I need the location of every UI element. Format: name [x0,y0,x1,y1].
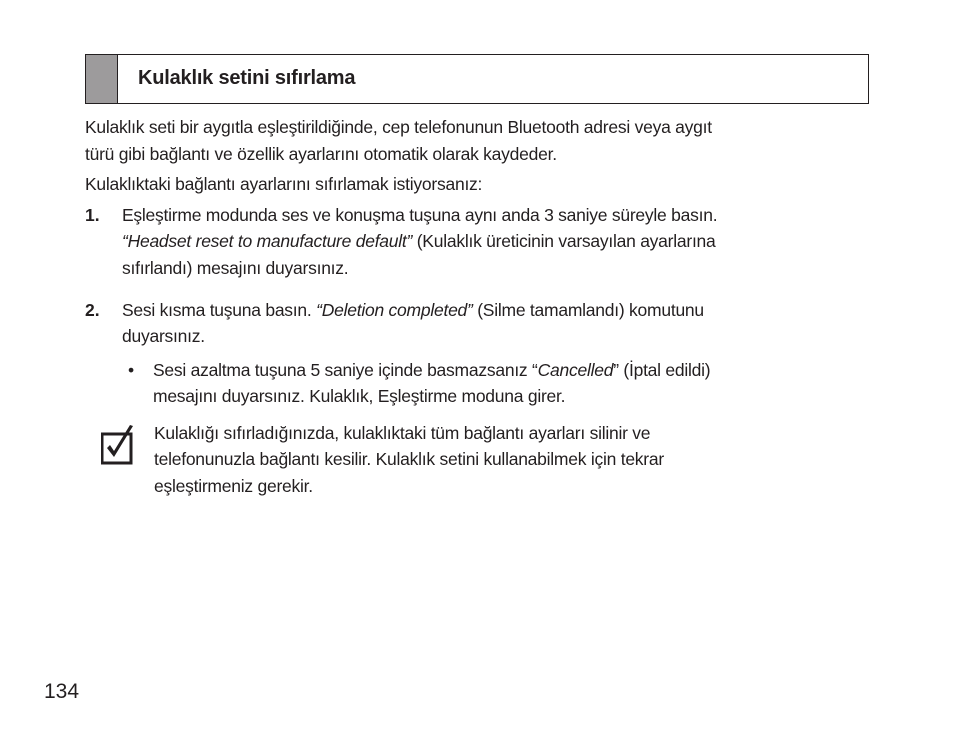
bullet-line-2: mesajını duyarsınız. Kulaklık, Eşleştirme moduna girer. [153,386,566,406]
intro-line-2: türü gibi bağlantı ve özellik ayarlarını otomatik olarak kaydeder. [85,144,557,164]
bullet-line-1 [153,357,710,384]
step-1-line-2-rest: (Kulaklık üreticinin varsayılan ayarlarına [412,231,716,251]
step-2-quote: “Deletion completed” [316,300,473,320]
intro-line-1: Kulaklık seti bir aygıtla eşleştirildiğinde, cep telefonunun Bluetooth adresi veya aygıt [85,117,712,137]
checkbox-check-icon [101,424,135,466]
step-1-number: 1. [85,205,100,225]
step-1-line-3: sıfırlandı) mesajını duyarsınız. [122,258,349,278]
intro-line-3: Kulaklıktaki bağlantı ayarlarını sıfırlamak istiyorsanız: [85,174,483,194]
bullet-line-1-start: Sesi azaltma tuşuna 5 saniye içinde basmazsanız “ [153,360,538,380]
step-1-line-2 [122,228,716,255]
page-number: 134 [44,680,80,703]
step-1-quote: “Headset reset to manufacture default” [122,231,413,251]
bullet-marker: • [128,360,135,380]
bullet-line-1-rest: ” (İptal edildi) [613,360,711,380]
step-2-line-2: duyarsınız. [122,326,205,346]
note-line-1: Kulaklığı sıfırladığınızda, kulaklıktaki tüm bağlantı ayarları silinir ve [154,423,651,443]
step-2-line-1-start: Sesi kısma tuşuna basın. [122,300,317,320]
section-title: Kulaklık setini sıfırlama [138,67,356,89]
step-2-line-1-rest: (Silme tamamlandı) komutunu [472,300,704,320]
step-2-number: 2. [85,300,100,320]
step-2-line-1 [122,297,704,324]
step-1-line-1: Eşleştirme modunda ses ve konuşma tuşuna aynı anda 3 saniye süreyle basın. [122,205,718,225]
note-line-3: eşleştirmeniz gerekir. [154,476,313,496]
section-heading [85,54,869,104]
heading-tab-marker [86,55,118,103]
note-line-2: telefonunuzla bağlantı kesilir. Kulaklık setini kullanabilmek için tekrar [154,449,664,469]
bullet-cancelled: Cancelled [537,360,614,380]
